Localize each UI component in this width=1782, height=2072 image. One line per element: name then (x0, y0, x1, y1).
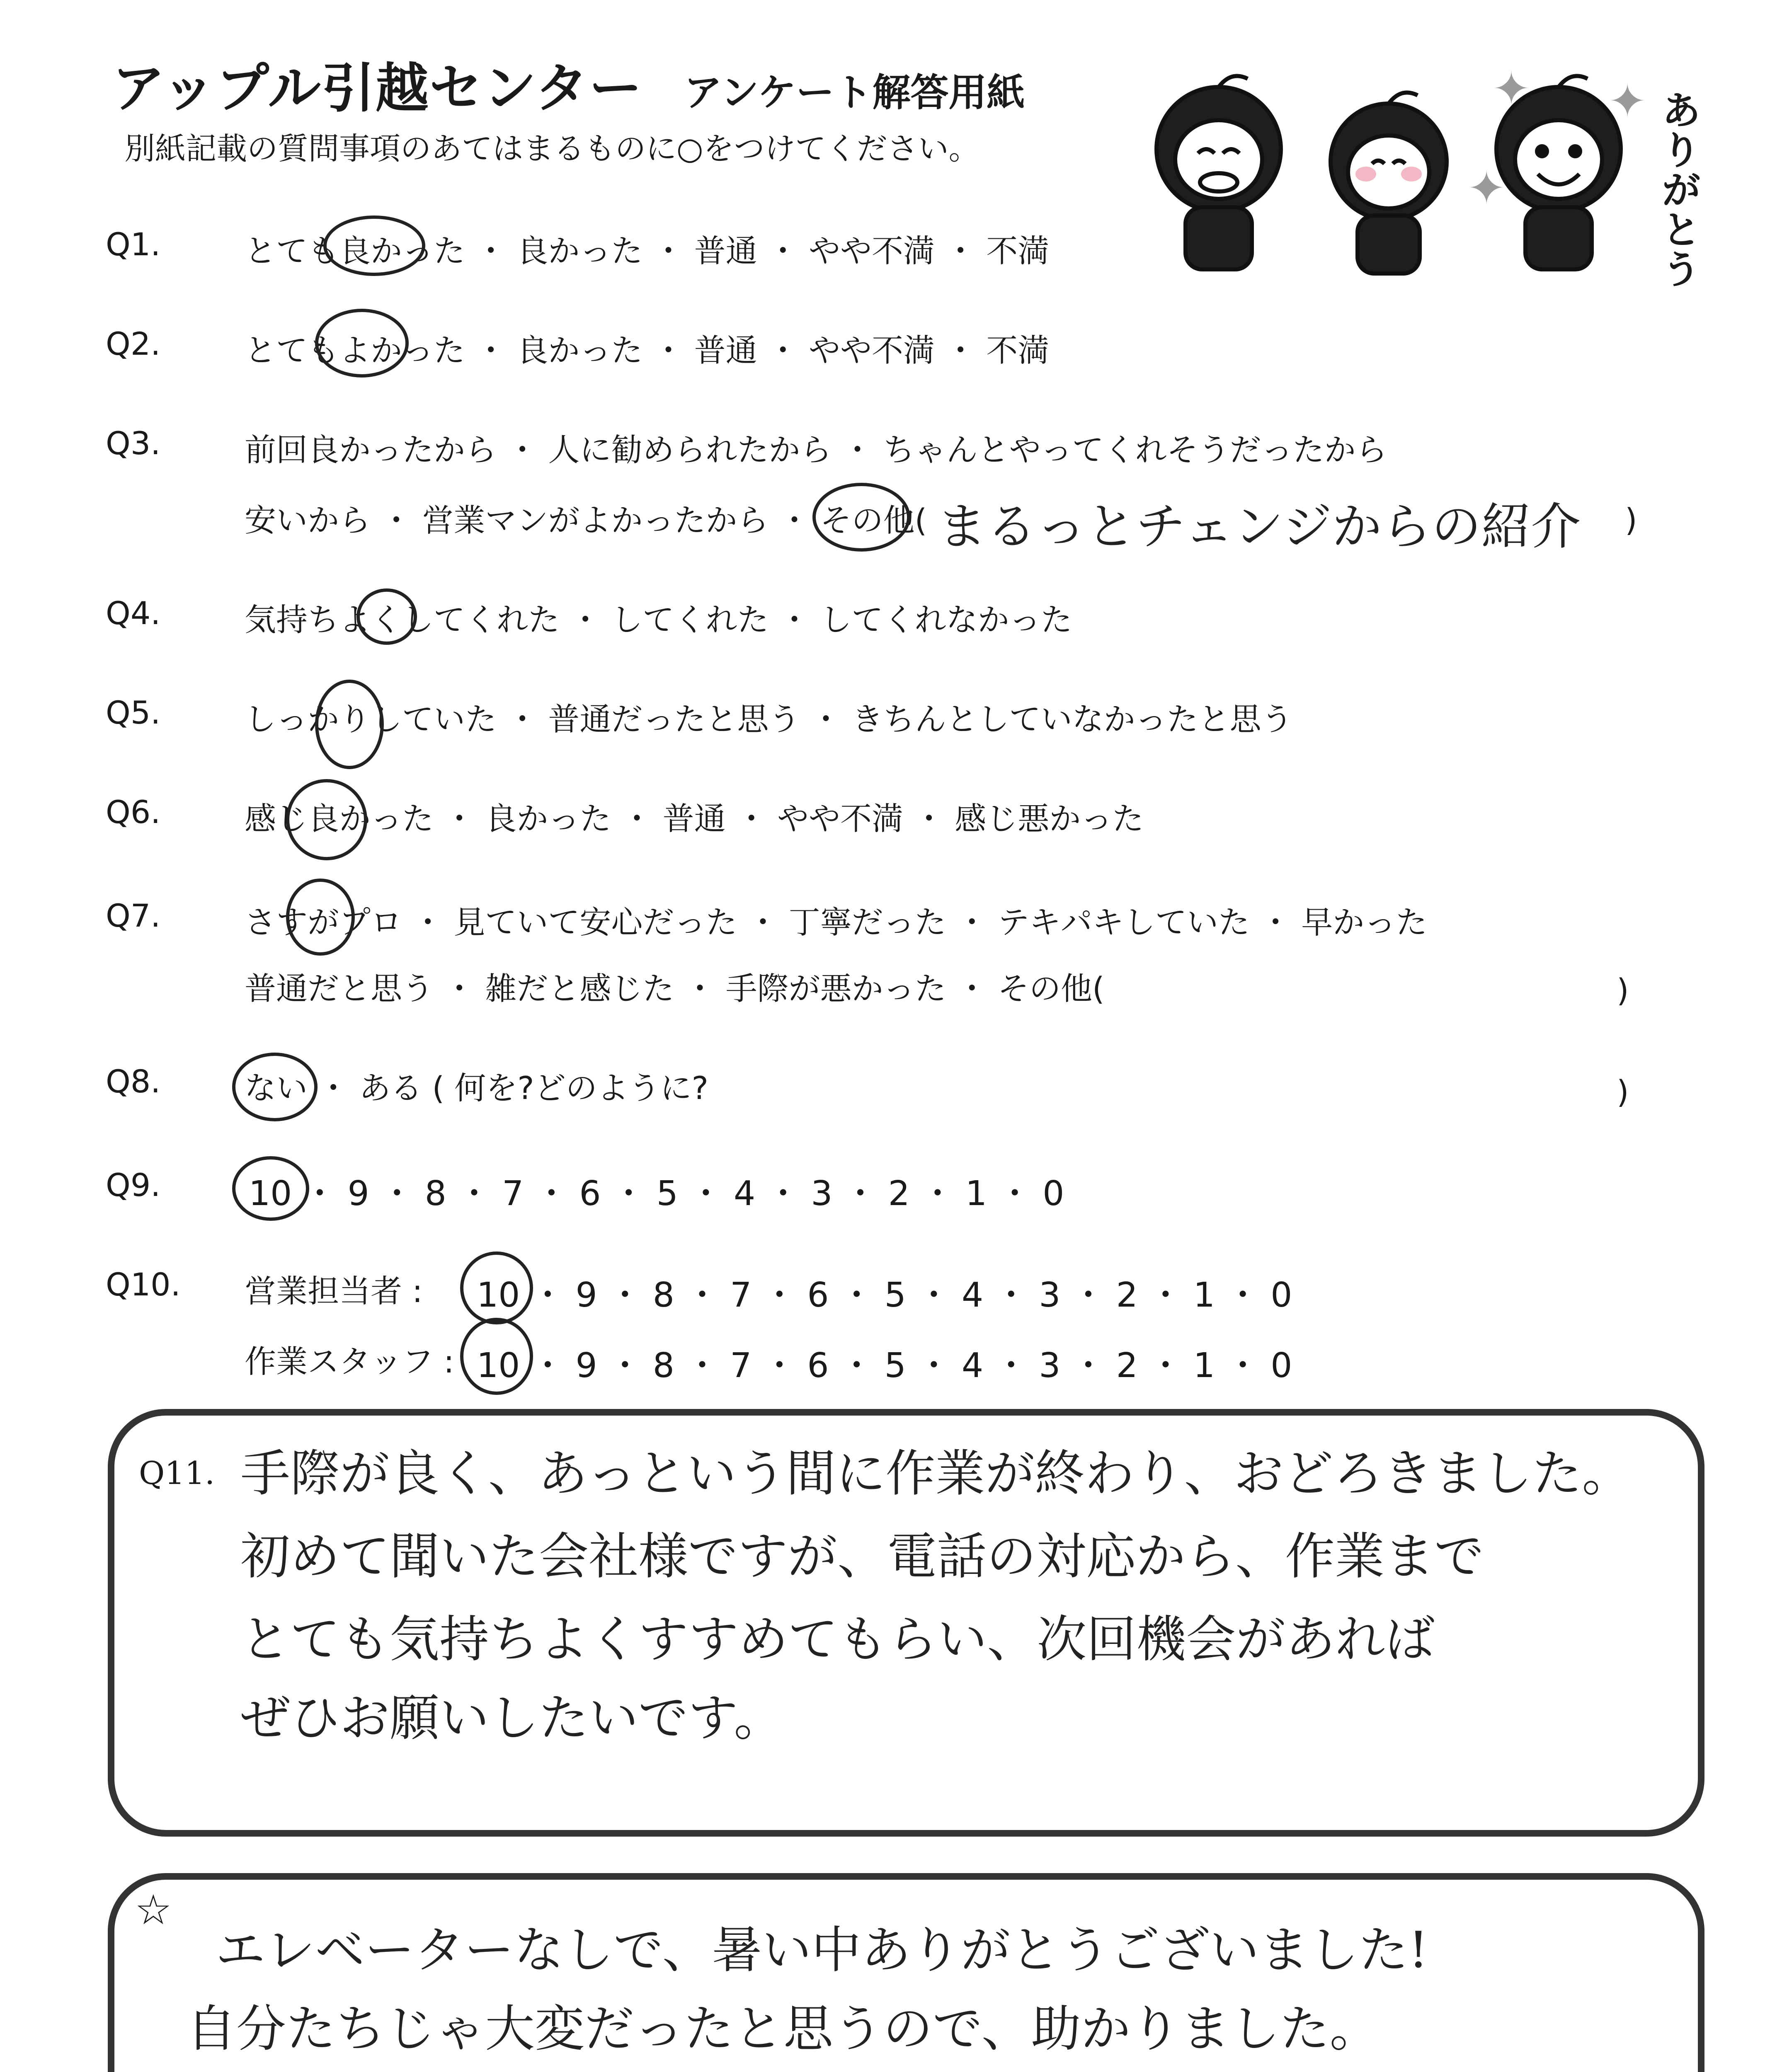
q8-close-paren: ) (1617, 1073, 1629, 1110)
sparkle-icon: ✦ (1608, 75, 1647, 128)
q5-options[interactable]: しっかりしていた ・ 普通だったと思う ・ きちんとしていなかったと思う (245, 701, 1293, 738)
answer-circle (356, 588, 417, 645)
comment-line-1: エレベーターなしで、暑い中ありがとうございました! (216, 1922, 1428, 1979)
q10-staff-scale[interactable]: 10 ・ 9 ・ 8 ・ 7 ・ 6 ・ 5 ・ 4 ・ 3 ・ 2 ・ 1 ・ 0 (477, 1346, 1292, 1385)
q10-sales-label: 営業担当者 : (245, 1273, 423, 1310)
q4-options[interactable]: 気持ちよくしてくれた ・ してくれた ・ してくれなかった (245, 601, 1072, 638)
answer-circle (460, 1251, 533, 1324)
q6-options[interactable]: 感じ良かった ・ 良かった ・ 普通 ・ やや不満 ・ 感じ悪かった (245, 800, 1144, 837)
answer-circle (315, 309, 409, 378)
q11-line-2: 初めて聞いた会社様ですが、電話の対応から、作業まで (240, 1528, 1484, 1585)
q8-options[interactable]: ない ・ ある ( 何を?どのように? (245, 1070, 708, 1106)
q7-number: Q7. (106, 897, 161, 934)
q2-options[interactable]: とてもよかった ・ 良かった ・ 普通 ・ やや不満 ・ 不満 (245, 332, 1050, 369)
mascot-caption: ありがとう (1662, 89, 1701, 292)
q3-options-line2[interactable]: 安いから ・ 営業マンがよかったから ・ その他( (245, 502, 927, 539)
q11-line-4: ぜひお願いしたいです。 (240, 1690, 784, 1747)
q10-staff-label: 作業スタッフ : (245, 1343, 454, 1380)
answer-circle (286, 879, 355, 956)
answer-circle (812, 483, 910, 552)
answer-circle (232, 1053, 318, 1121)
q11-line-1: 手際が良く、あっという間に作業が終わり、おどろきました。 (240, 1445, 1632, 1503)
answer-circle (323, 215, 425, 276)
form-title: アップル引越センター (112, 58, 643, 119)
q7-options-line2[interactable]: 普通だと思う ・ 雑だと感じた ・ 手際が悪かった ・ その他( (245, 970, 1105, 1007)
answer-circle (286, 779, 367, 860)
q7-options-line1[interactable]: さすがプロ ・ 見ていて安心だった ・ 丁寧だった ・ テキパキしていた ・ 早かった (245, 904, 1428, 941)
form-subtitle: アンケート解答用紙 (684, 70, 1025, 115)
q3-close-paren: ) (1625, 501, 1637, 538)
q11-line-3: とても気持ちよくすすめてもらい、次回機会があれば (240, 1611, 1435, 1668)
answer-circle (232, 1156, 309, 1221)
mascot-illustration (1119, 66, 1658, 282)
q1-options[interactable]: とても良かった ・ 良かった ・ 普通 ・ やや不満 ・ 不満 (245, 232, 1050, 269)
q3-other-answer: まるっとチェンジからの紹介 (937, 498, 1581, 556)
q5-number: Q5. (106, 694, 161, 731)
q9-scale[interactable]: 10 ・ 9 ・ 8 ・ 7 ・ 6 ・ 5 ・ 4 ・ 3 ・ 2 ・ 1 ・ 0 (249, 1174, 1064, 1213)
sparkle-icon: ✦ (1492, 62, 1531, 115)
monkey-2-icon (1331, 92, 1447, 274)
answer-circle (460, 1318, 533, 1395)
q8-number: Q8. (106, 1063, 161, 1100)
q1-number: Q1. (106, 226, 161, 263)
q11-number: Q11. (139, 1455, 215, 1491)
q4-number: Q4. (106, 595, 161, 632)
q10-sales-scale[interactable]: 10 ・ 9 ・ 8 ・ 7 ・ 6 ・ 5 ・ 4 ・ 3 ・ 2 ・ 1 ・ 0 (477, 1276, 1292, 1315)
q7-close-paren: ) (1617, 972, 1629, 1009)
q2-number: Q2. (106, 325, 161, 362)
comment-line-2: 自分たちじゃ大変だったと思うので、助かりました。 (187, 2000, 1380, 2058)
monkey-1-icon (1156, 76, 1281, 269)
q10-number: Q10. (106, 1266, 181, 1303)
star-icon: ☆ (135, 1886, 172, 1934)
answer-circle (315, 680, 384, 769)
instruction-text: 別紙記載の質問事項のあてはまるものに○をつけてください。 (124, 131, 979, 167)
q3-options-line1[interactable]: 前回良かったから ・ 人に勧められたから ・ ちゃんとやってくれそうだったから (245, 431, 1387, 468)
sparkle-icon: ✦ (1467, 162, 1506, 215)
q6-number: Q6. (106, 794, 161, 830)
q9-number: Q9. (106, 1167, 161, 1203)
q3-number: Q3. (106, 425, 161, 462)
